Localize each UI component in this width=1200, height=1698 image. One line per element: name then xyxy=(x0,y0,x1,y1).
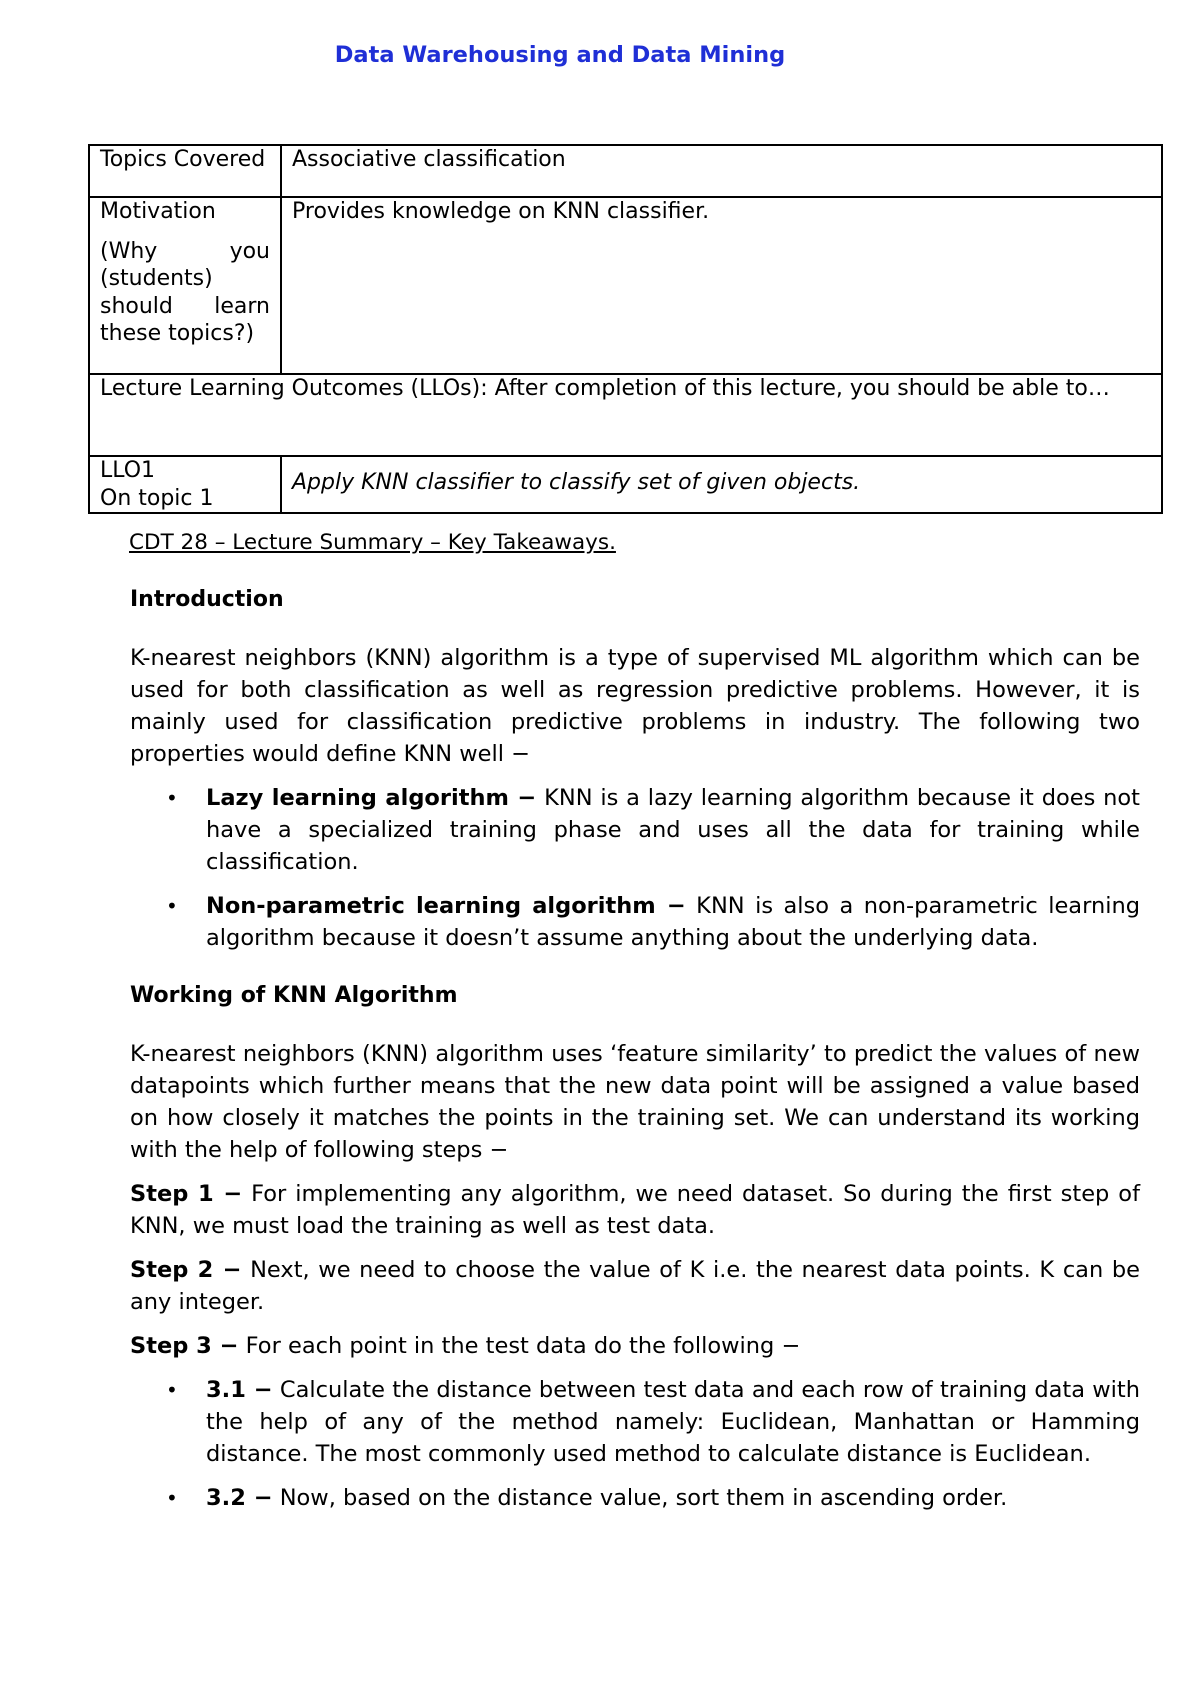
motivation-cell xyxy=(89,197,281,374)
motivation-label: Motivation xyxy=(100,199,216,224)
property-title: Lazy learning algorithm − xyxy=(206,785,537,811)
sub-step-text: Now, based on the distance value, sort them in ascending order. xyxy=(272,1485,1008,1511)
motivation-subtext: (Why you (students) should learn these topics?) xyxy=(100,238,270,346)
step-label: Step 1 − xyxy=(130,1181,243,1207)
bullet-icon: • xyxy=(166,786,178,810)
step-label: Step 3 − xyxy=(130,1333,239,1359)
bullet-icon: • xyxy=(166,894,178,918)
list-item xyxy=(130,782,1140,878)
property-text: KNN is a lazy learning algorithm because it does not have a specialized training phase and uses all the data for training while classification. xyxy=(206,785,1140,875)
list-item xyxy=(130,890,1140,954)
intro-heading: Introduction xyxy=(130,587,284,612)
llo-outcome: Apply KNN classifier to classify set of given objects. xyxy=(281,456,1162,513)
bullet-icon: • xyxy=(166,1486,178,1510)
topics-label: Topics Covered xyxy=(89,145,281,197)
llo-id: LLO1 xyxy=(100,458,156,483)
working-paragraph: K-nearest neighbors (KNN) algorithm uses ‘feature similarity’ to predict the values of new datapoints which further means that the new data point will be assigned a value based on how closely it matches the points in the training set. We can understand its working with the help of following steps − xyxy=(130,1041,1140,1163)
list-item xyxy=(130,1482,1140,1514)
list-item xyxy=(130,1374,1140,1470)
sub-step-label: 3.1 − xyxy=(206,1377,273,1403)
step-text: For implementing any algorithm, we need dataset. So during the first step of KNN, we must load the training as well as test data. xyxy=(130,1181,1140,1239)
topics-value: Associative classification xyxy=(281,145,1162,197)
sub-step-text: Calculate the distance between test data and each row of training data with the help of any of the method namely: Euclidean, Manhattan or Hamming distance. The most commonly used method to calculate distance is Euclidean. xyxy=(206,1377,1141,1467)
intro-paragraph: K-nearest neighbors (KNN) algorithm is a type of supervised ML algorithm which can be used for both classification as well as regression predictive problems. However, it is mainly used for classification predictive problems in industry. The following two properties would define KNN well − xyxy=(130,645,1140,767)
property-title: Non-parametric learning algorithm − xyxy=(206,893,686,919)
llo-id-cell xyxy=(89,456,281,513)
property-text: KNN is also a non-parametric learning algorithm because it doesn’t assume anything about the underlying data. xyxy=(206,893,1140,951)
step-paragraph xyxy=(130,1330,1140,1362)
motivation-value: Provides knowledge on KNN classifier. xyxy=(281,197,1162,374)
llo-header: Lecture Learning Outcomes (LLOs): After completion of this lecture, you should be able to… xyxy=(89,374,1162,456)
step-paragraph xyxy=(130,1178,1140,1242)
llo-topic: On topic 1 xyxy=(100,485,214,511)
sub-steps-list xyxy=(130,1374,1140,1514)
llo-header-row xyxy=(89,374,1162,456)
working-heading: Working of KNN Algorithm xyxy=(130,983,458,1008)
lecture-info-table xyxy=(88,144,1163,514)
motivation-row xyxy=(89,197,1162,374)
summary-title: CDT 28 – Lecture Summary – Key Takeaways. xyxy=(129,530,616,555)
page-title: Data Warehousing and Data Mining xyxy=(334,42,786,68)
step-text: Next, we need to choose the value of K i.e. the nearest data points. K can be any integer. xyxy=(130,1257,1140,1315)
step-paragraph xyxy=(130,1254,1140,1318)
sub-step-label: 3.2 − xyxy=(206,1485,273,1511)
step-text: For each point in the test data do the following − xyxy=(238,1333,801,1359)
lecture-content xyxy=(130,584,1140,1514)
step-label: Step 2 − xyxy=(130,1257,242,1283)
knn-properties-list xyxy=(130,782,1140,954)
bullet-icon: • xyxy=(166,1378,178,1402)
topics-row xyxy=(89,145,1162,197)
llo-row xyxy=(89,456,1162,513)
